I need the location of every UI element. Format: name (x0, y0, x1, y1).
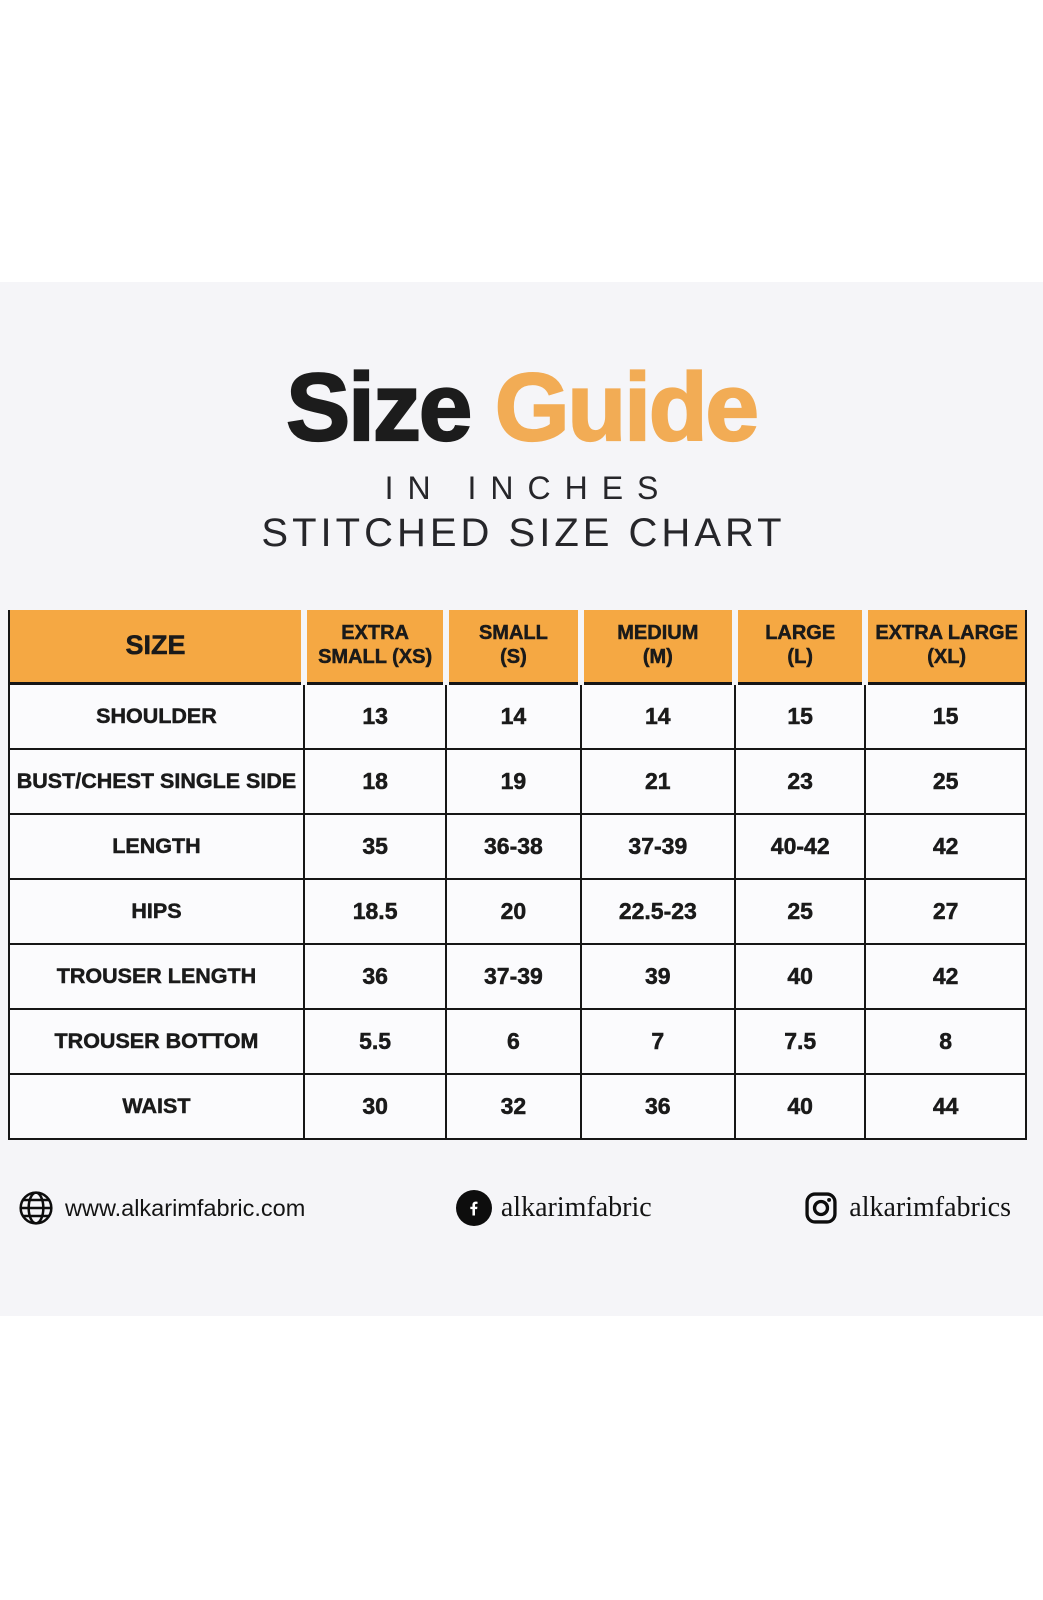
value-cell: 39 (581, 944, 736, 1009)
value-cell: 20 (446, 879, 580, 944)
subtitle-stitched-size-chart: STITCHED SIZE CHART (261, 511, 786, 555)
value-cell: 35 (304, 814, 446, 879)
value-cell: 6 (446, 1009, 580, 1074)
facebook-icon (456, 1190, 492, 1226)
header-cell-m: MEDIUM (M) (581, 610, 736, 684)
value-cell: 36 (581, 1074, 736, 1139)
header-cell-s: SMALL (S) (446, 610, 580, 684)
value-cell: 15 (865, 684, 1026, 750)
table-row-length (9, 814, 1026, 879)
row-label: HIPS (9, 879, 304, 944)
table-row-hips (9, 879, 1026, 944)
header-cell-l: LARGE (L) (735, 610, 865, 684)
value-cell: 32 (446, 1074, 580, 1139)
value-cell: 42 (865, 944, 1026, 1009)
value-cell: 40-42 (735, 814, 865, 879)
value-cell: 25 (865, 749, 1026, 814)
instagram-handle: alkarimfabrics (849, 1192, 1011, 1223)
row-label: WAIST (9, 1074, 304, 1139)
value-cell: 27 (865, 879, 1026, 944)
value-cell: 36-38 (446, 814, 580, 879)
value-cell: 40 (735, 944, 865, 1009)
value-cell: 37-39 (446, 944, 580, 1009)
value-cell: 25 (735, 879, 865, 944)
website-url: www.alkarimfabric.com (65, 1194, 306, 1221)
value-cell: 18.5 (304, 879, 446, 944)
value-cell: 23 (735, 749, 865, 814)
row-label: LENGTH (9, 814, 304, 879)
value-cell: 5.5 (304, 1009, 446, 1074)
value-cell: 15 (735, 684, 865, 750)
value-cell: 22.5-23 (581, 879, 736, 944)
header-cell-xl: EXTRA LARGE (XL) (865, 610, 1026, 684)
table-row-waist (9, 1074, 1026, 1139)
value-cell: 14 (446, 684, 580, 750)
title-word-size: Size (286, 354, 471, 461)
value-cell: 18 (304, 749, 446, 814)
header-cell-size: SIZE (9, 610, 304, 684)
value-cell: 19 (446, 749, 580, 814)
page-title (0, 354, 1043, 461)
size-chart-table (8, 610, 1027, 1140)
value-cell: 14 (581, 684, 736, 750)
instagram-link[interactable] (802, 1189, 1011, 1227)
value-cell: 44 (865, 1074, 1026, 1139)
value-cell: 7.5 (735, 1009, 865, 1074)
row-label: TROUSER BOTTOM (9, 1009, 304, 1074)
row-label: SHOULDER (9, 684, 304, 750)
header-row (9, 610, 1026, 684)
content-band (0, 282, 1043, 1316)
subtitle-in-inches: IN INCHES (384, 470, 673, 506)
row-label: BUST/CHEST SINGLE SIDE (9, 749, 304, 814)
value-cell: 40 (735, 1074, 865, 1139)
instagram-icon (802, 1189, 840, 1227)
value-cell: 30 (304, 1074, 446, 1139)
table-row-trouser-length (9, 944, 1026, 1009)
value-cell: 13 (304, 684, 446, 750)
value-cell: 37-39 (581, 814, 736, 879)
title-word-guide: Guide (494, 354, 757, 461)
table-row-bust-chest (9, 749, 1026, 814)
value-cell: 7 (581, 1009, 736, 1074)
website-link[interactable] (16, 1188, 305, 1228)
footer (0, 1188, 1043, 1228)
facebook-handle: alkarimfabric (500, 1192, 652, 1223)
value-cell: 36 (304, 944, 446, 1009)
globe-icon (16, 1188, 56, 1228)
table-row-shoulder (9, 684, 1026, 750)
facebook-link[interactable] (456, 1190, 652, 1226)
value-cell: 8 (865, 1009, 1026, 1074)
value-cell: 42 (865, 814, 1026, 879)
title-block (0, 354, 1043, 556)
value-cell: 21 (581, 749, 736, 814)
header-cell-xs: EXTRA SMALL (XS) (304, 610, 446, 684)
row-label: TROUSER LENGTH (9, 944, 304, 1009)
table-row-trouser-bottom (9, 1009, 1026, 1074)
